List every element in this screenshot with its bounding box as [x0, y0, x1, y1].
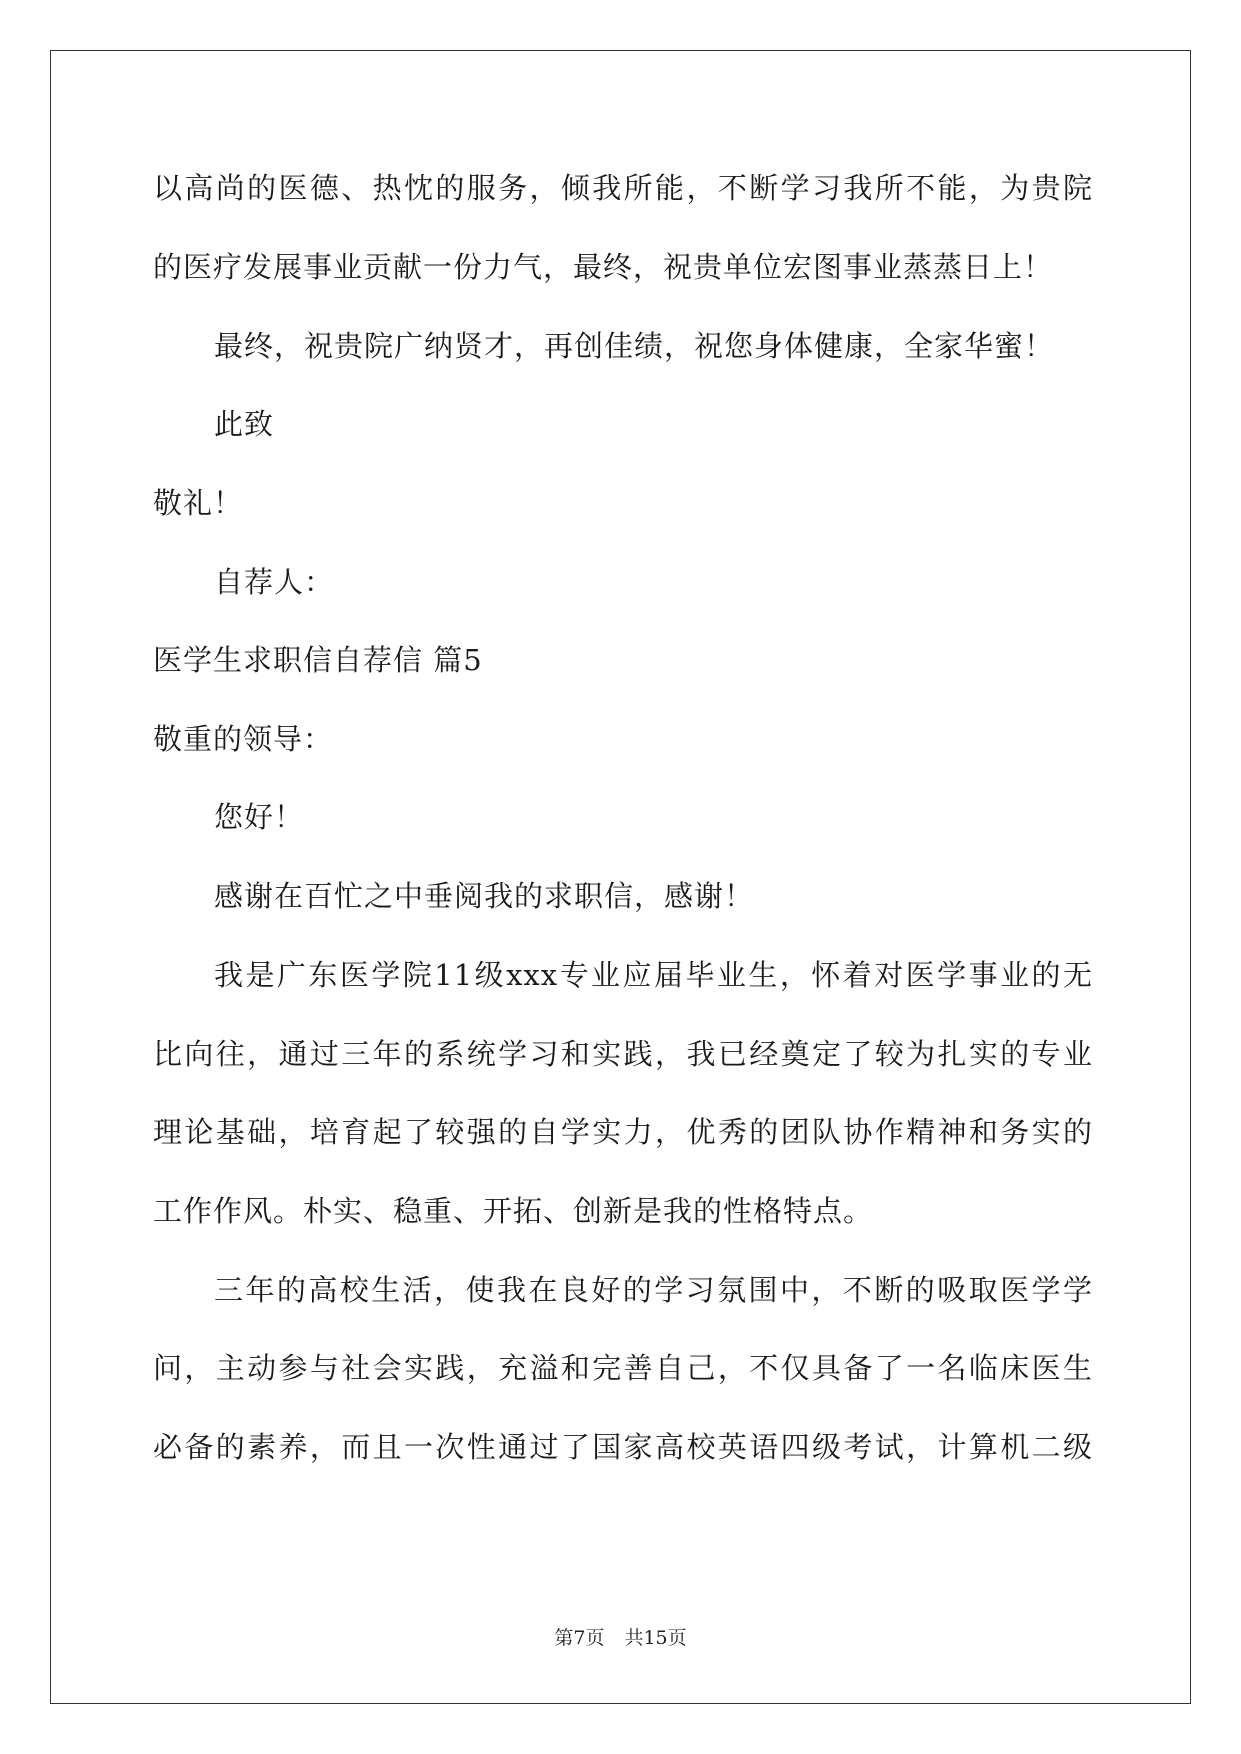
closing-regards: 敬礼！	[153, 486, 244, 520]
page-total: 共15页	[624, 1627, 687, 1649]
closing-salutation: 此致	[214, 407, 275, 441]
page-footer	[0, 1626, 1241, 1650]
paragraph-line: 比向往，通过三年的系统学习和实践，我已经奠定了较为扎实的专业	[153, 1037, 1093, 1071]
paragraph-line: 必备的素养，而且一次性通过了国家高校英语四级考试，计算机二级	[153, 1430, 1093, 1464]
paragraph-line: 问，主动参与社会实践，充溢和完善自己，不仅具备了一名临床医生	[153, 1351, 1093, 1385]
signature-label: 自荐人：	[214, 565, 335, 599]
paragraph-line: 我是广东医学院11级xxx专业应届毕业生，怀着对医学事业的无	[214, 958, 1093, 992]
paragraph-line: 三年的高校生活，使我在良好的学习氛围中，不断的吸取医学学	[214, 1273, 1093, 1307]
paragraph-line: 理论基础，培育起了较强的自学实力，优秀的团队协作精神和务实的	[153, 1115, 1093, 1149]
greeting: 敬重的领导：	[153, 722, 334, 756]
section-title: 医学生求职信自荐信 篇5	[153, 643, 483, 677]
paragraph-line: 以高尚的医德、热忱的服务，倾我所能，不断学习我所不能，为贵院	[153, 171, 1093, 205]
paragraph-line: 感谢在百忙之中垂阅我的求职信，感谢！	[214, 879, 755, 913]
paragraph-line: 最终，祝贵院广纳贤才，再创佳绩，祝您身体健康，全家华蜜！	[214, 329, 1055, 363]
paragraph-line: 的医疗发展事业贡献一份力气，最终，祝贵单位宏图事业蒸蒸日上！	[153, 250, 1054, 284]
paragraph-line: 工作作风。朴实、稳重、开拓、创新是我的性格特点。	[153, 1194, 874, 1228]
greeting-hello: 您好！	[214, 800, 305, 834]
page-number: 第7页	[554, 1627, 605, 1649]
